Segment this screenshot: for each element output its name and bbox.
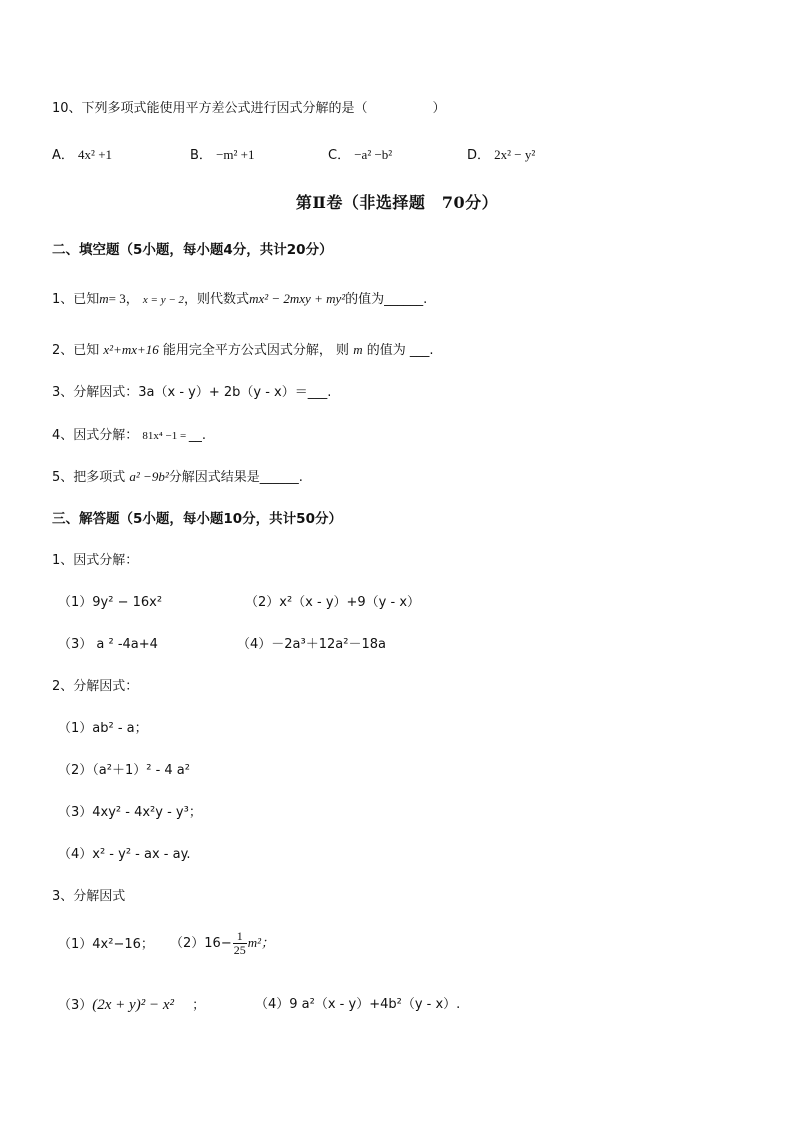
fill-item-2	[52, 341, 433, 360]
item-math: = 3	[108, 291, 126, 306]
option-expr: 2x² − y²	[494, 147, 536, 162]
item-text: 2、已知	[52, 343, 104, 358]
q3-2-part1: （1）ab² - a；	[58, 721, 148, 736]
item-text: ，	[125, 292, 139, 307]
option-expr: −m² +1	[216, 147, 255, 162]
option-expr: −a² −b²	[354, 147, 393, 162]
item-text: （2）16−	[170, 936, 232, 951]
item-text: 的值为______.	[345, 292, 428, 307]
item-text: ，则代数式	[184, 292, 250, 307]
q3-3-part4: （4）9 a²（x - y）+4b²（y - x）.	[255, 997, 461, 1012]
item-text: 1、已知	[52, 292, 100, 307]
item-math: a² −9b²	[129, 469, 169, 484]
q3-3-part2	[170, 928, 274, 959]
item-math: mx² − 2mxy + my²	[249, 291, 346, 306]
part2-title: 第Ⅱ卷（非选择题 70分）	[295, 193, 499, 212]
item-text: 能用完全平方公式因式分解， 则	[158, 343, 354, 358]
q3-1-part3: （3） a ² -4a+4	[58, 637, 158, 652]
fill-item-5	[52, 468, 303, 487]
item-math: m	[353, 342, 363, 357]
q3-3-label: 3、分解因式	[52, 889, 126, 904]
q3-1-label: 1、因式分解：	[52, 553, 139, 568]
section3-heading: 三、解答题（5小题，每小题10分，共计50分）	[52, 511, 342, 527]
fill-item-1	[52, 290, 427, 309]
item-math: 3a（x - y）+ 2b（y - x）＝___.	[138, 385, 332, 400]
q3-3-part3	[58, 996, 205, 1015]
fraction-numerator: 1	[233, 930, 247, 944]
q10-option-b	[190, 144, 255, 163]
section2-heading: 二、填空题（5小题，每小题4分，共计20分）	[52, 242, 333, 258]
item-text: （3）	[58, 998, 93, 1013]
option-letter: A．	[52, 148, 74, 163]
q3-2-part2: （2）（a²＋1）² - 4 a²	[58, 763, 190, 778]
q10-option-c	[328, 144, 392, 163]
item-math: x²+mx+16	[103, 342, 159, 357]
q10-option-d	[467, 144, 535, 163]
fraction	[233, 930, 247, 957]
q3-2-label: 2、分解因式：	[52, 679, 139, 694]
q3-2-part4: （4）x² - y² - ax - ay.	[58, 847, 191, 862]
fill-item-4	[52, 427, 206, 445]
item-text: 分解因式结果是______.	[168, 470, 303, 485]
q3-3-part1: （1）4x²−16；	[58, 937, 154, 952]
item-text: 的值为 ___.	[362, 343, 434, 358]
option-letter: C．	[328, 148, 351, 163]
fill-item-3	[52, 384, 331, 402]
item-math: (2x + y)² − x²	[92, 997, 174, 1013]
option-expr: 4x² +1	[78, 147, 113, 162]
fraction-denominator: 25	[233, 943, 246, 957]
q3-1-part4: （4）－2a³＋12a²－18a	[237, 637, 386, 652]
item-text: 3、分解因式：	[52, 385, 139, 400]
q10-stem: 10、下列多项式能使用平方差公式进行因式分解的是（ ）	[52, 101, 446, 116]
item-math: m²；	[247, 935, 275, 950]
q3-1-part2: （2）x²（x - y）+9（y - x）	[245, 595, 421, 610]
item-math: m	[99, 291, 109, 306]
item-text: ；	[192, 998, 206, 1013]
option-letter: D．	[467, 148, 491, 163]
item-math: x = y − 2	[142, 294, 185, 306]
item-text: __.	[188, 428, 207, 443]
item-text: 4、因式分解：	[52, 428, 143, 443]
item-math: 81x⁴ −1 =	[142, 430, 189, 442]
item-text: 5、把多项式	[52, 470, 130, 485]
q3-2-part3: （3）4xy² - 4x²y - y³；	[58, 805, 202, 820]
option-letter: B．	[190, 148, 212, 163]
q10-option-a	[52, 144, 112, 163]
q3-1-part1: （1）9y² − 16x²	[58, 595, 163, 610]
